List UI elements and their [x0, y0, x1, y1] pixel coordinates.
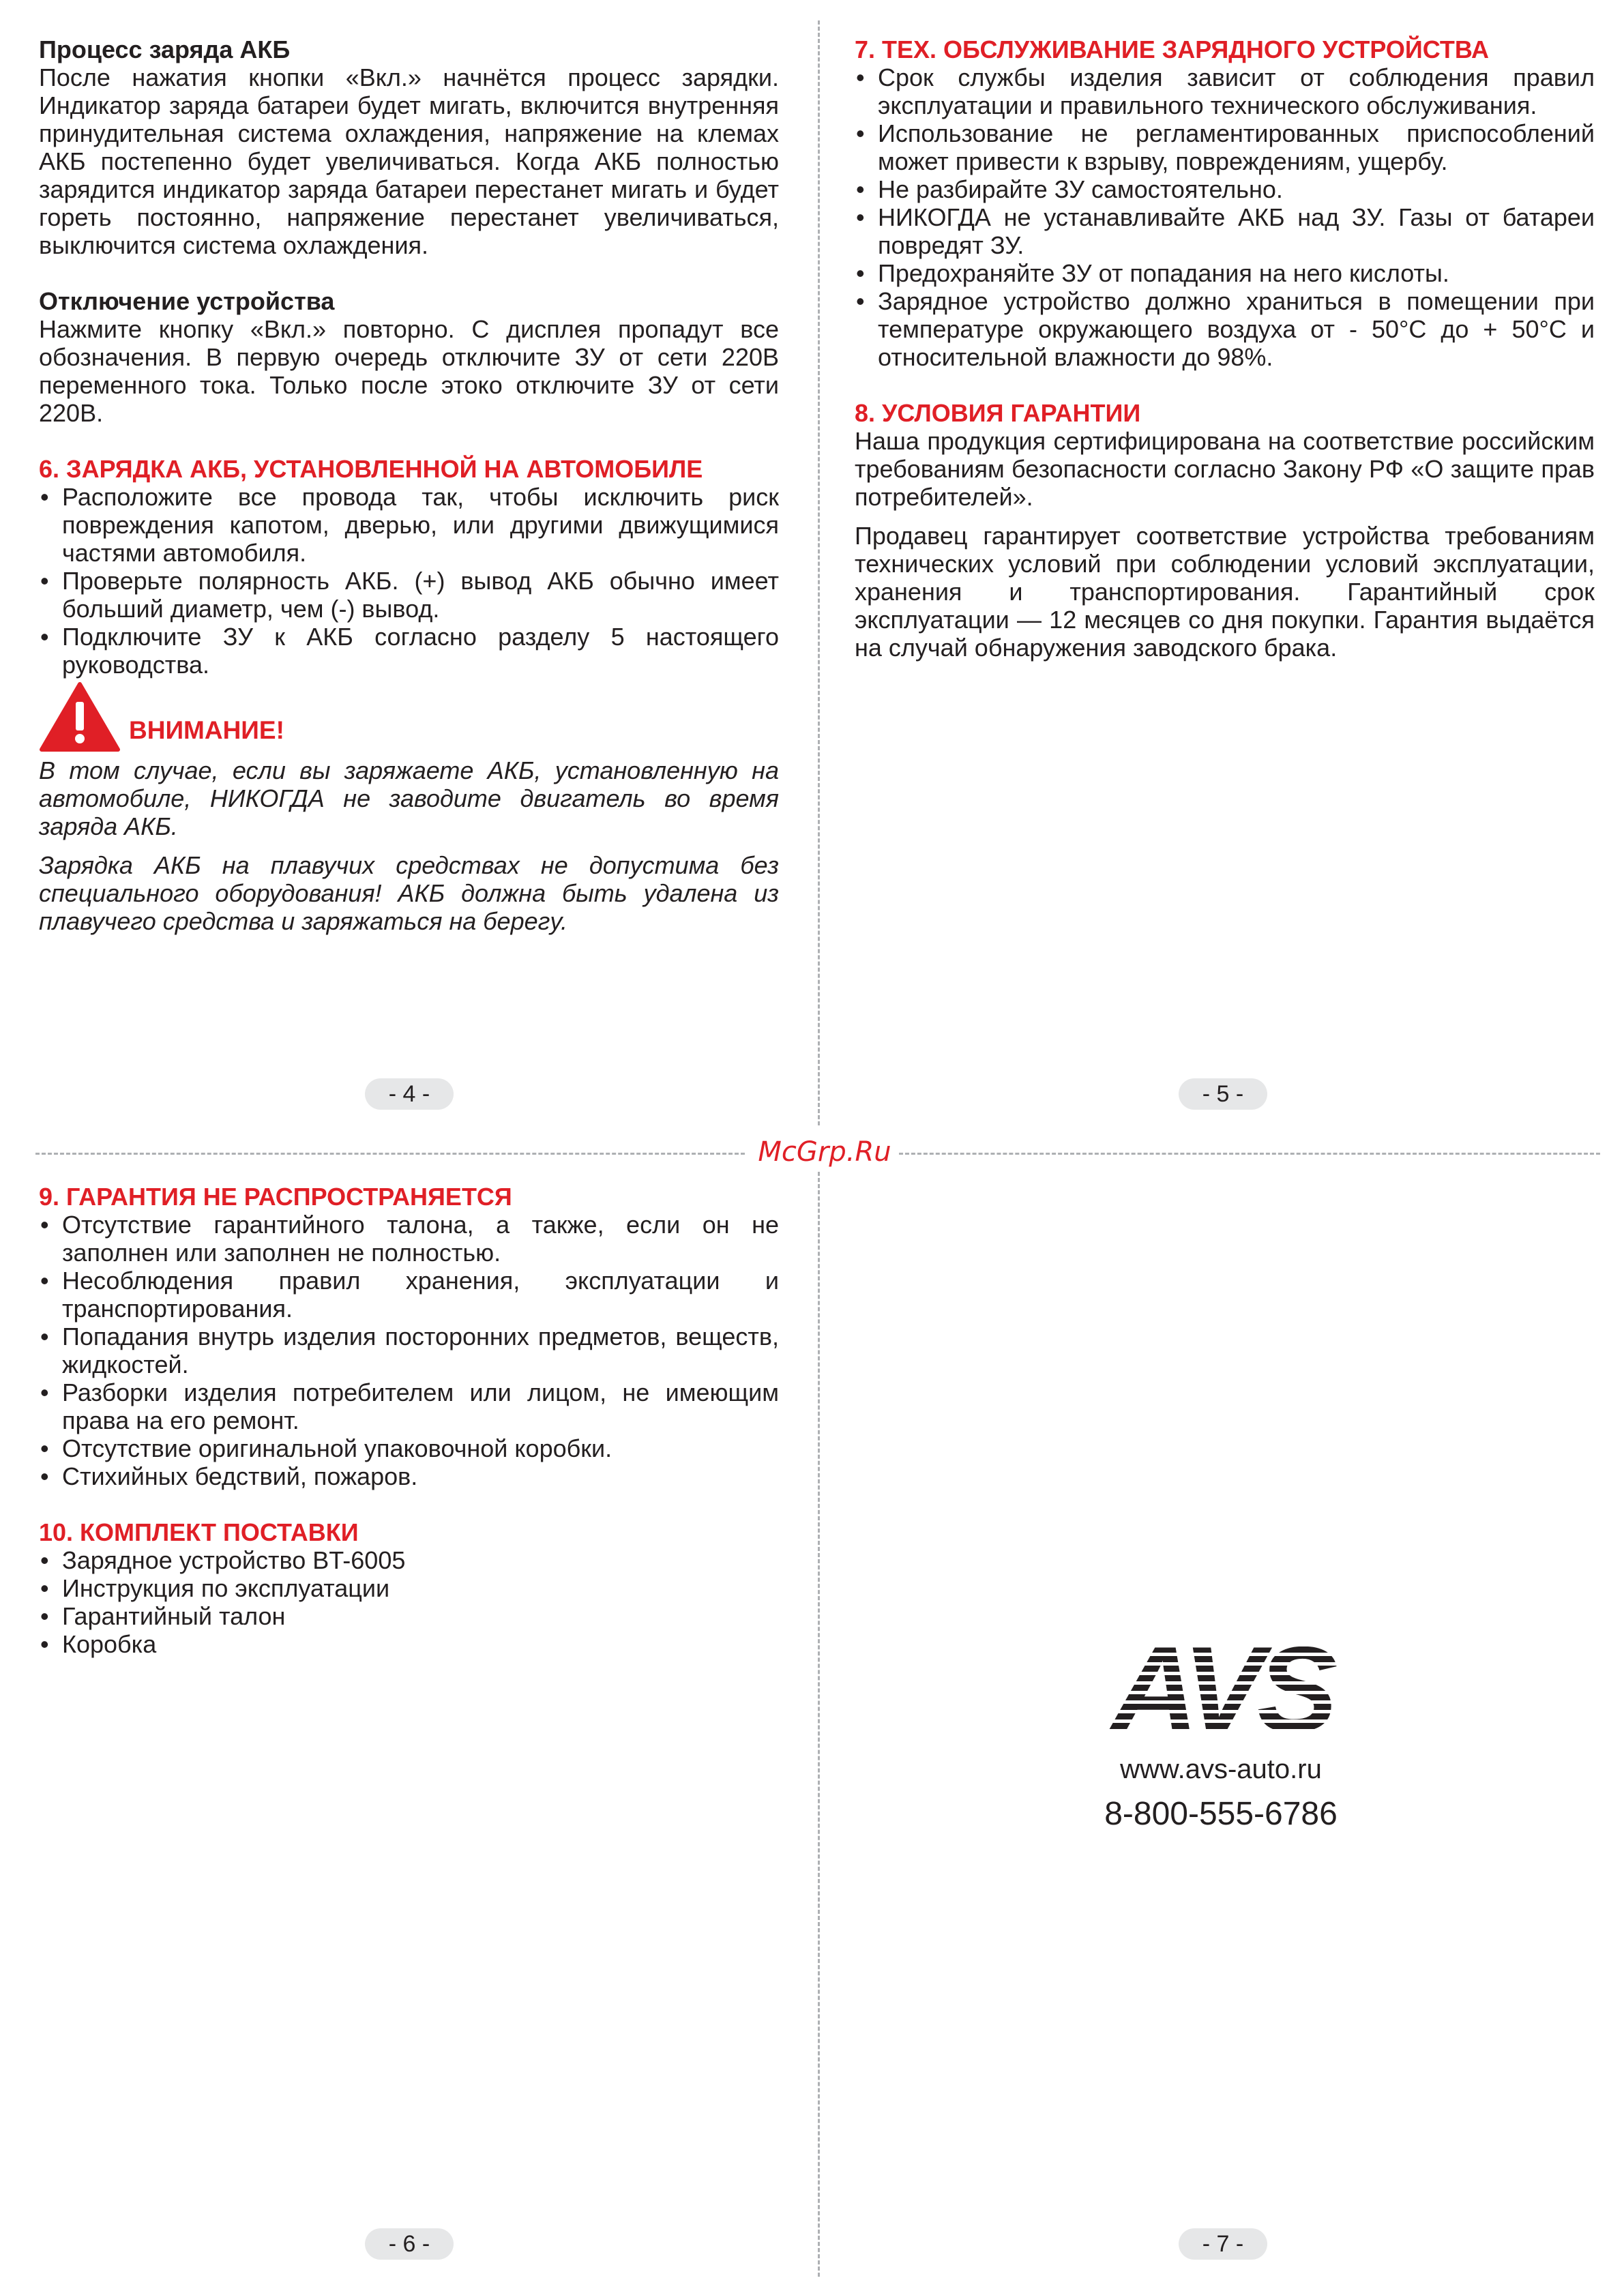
page-5 [855, 35, 1595, 662]
section-10-title: 10. КОМПЛЕКТ ПОСТАВКИ [39, 1518, 359, 1546]
page-number-7: - 7 - [1179, 2228, 1267, 2260]
list-item: • Срок службы изделия зависит от соблюдения правил эксплуатации и правильного технического обслуживания. [855, 63, 1595, 119]
page-number-6: - 6 - [365, 2228, 454, 2260]
vertical-divider-top [818, 20, 820, 1125]
list-item: • Зарядное устройство должно храниться в помещении при температуре окружающего воздуха от - 50°C до + 50°C и относительной влажности до 98%. [855, 287, 1595, 371]
warning-triangle-icon [39, 681, 121, 752]
charge-process-title: Процесс заряда АКБ [39, 35, 291, 63]
list-item: • Предохраняйте ЗУ от попадания на него кислоты. [855, 259, 1595, 287]
list-item: • Не разбирайте ЗУ самостоятельно. [855, 175, 1595, 203]
list-item: • Проверьте полярность АКБ. (+) вывод АКБ обычно имеет больший диаметр, чем (-) вывод. [39, 567, 779, 623]
list-item: • Отсутствие гарантийного талона, а также, если он не заполнен или заполнен не полностью. [39, 1211, 779, 1267]
section-8-text-2: Продавец гарантирует соответствие устройства требованиям технических условий при соблюдении условий эксплуатации, хранения и транспортирования. Гарантийный срок эксплуатации — 12 месяцев со дня покупки. Гарантия выдаётся на случай обнаружения заводского брака. [855, 522, 1595, 662]
device-off-title: Отключение устройства [39, 287, 335, 315]
avs-logo [1088, 1637, 1354, 1739]
section-6-list [39, 483, 779, 679]
warning-text-2: Зарядка АКБ на плавучих средствах не допустима без специального оборудования! АКБ должна быть удалена из плавучего средства и заряжаться на берегу. [39, 851, 779, 935]
page-4 [39, 35, 779, 935]
list-item: • Коробка [39, 1630, 779, 1658]
page-number-5: - 5 - [1179, 1078, 1267, 1110]
list-item: • Расположите все провода так, чтобы исключить риск повреждения капотом, дверью, или другими движущимися частями автомобиля. [39, 483, 779, 567]
charge-process-text: После нажатия кнопки «Вкл.» начнётся процесс зарядки. Индикатор заряда батареи будет мигать, включится внутренняя принудительная система охлаждения, напряжение на клемах АКБ постепенно будет увеличиваться. Когда АКБ полностью зарядится индикатор заряда батареи перестанет мигать и будет гореть постоянно, напряжение перестанет увеличиваться, выключится система охлаждения. [39, 63, 779, 259]
list-item: • Инструкция по эксплуатации [39, 1574, 779, 1602]
section-9-list [39, 1211, 779, 1490]
list-item: • Стихийных бедствий, пожаров. [39, 1462, 779, 1490]
list-item: • НИКОГДА не устанавливайте АКБ над ЗУ. Газы от батареи повредят ЗУ. [855, 203, 1595, 259]
section-7-title: 7. ТЕХ. ОБСЛУЖИВАНИЕ ЗАРЯДНОГО УСТРОЙСТВА [855, 35, 1490, 63]
phone-number: 8-800-555-6786 [1104, 1796, 1338, 1832]
list-item: • Использование не регламентированных приспособлений может привести к взрыву, повреждениям, ущербу. [855, 119, 1595, 175]
section-9-title: 9. ГАРАНТИЯ НЕ РАСПРОСТРАНЯЕТСЯ [39, 1183, 512, 1211]
website: www.avs-auto.ru [1120, 1754, 1322, 1784]
list-item: • Отсутствие оригинальной упаковочной коробки. [39, 1434, 779, 1462]
page-number-4: - 4 - [365, 1078, 454, 1110]
list-item: • Попадания внутрь изделия посторонних предметов, веществ, жидкостей. [39, 1323, 779, 1378]
section-10-list [39, 1546, 779, 1658]
list-item: • Гарантийный талон [39, 1602, 779, 1630]
warning-text-1: В том случае, если вы заряжаете АКБ, установленную на автомобиле, НИКОГДА не заводите двигатель во время заряда АКБ. [39, 756, 779, 840]
page-6 [39, 1183, 779, 1658]
list-item: • Подключите ЗУ к АКБ согласно разделу 5 настоящего руководства. [39, 623, 779, 679]
section-7-list [855, 63, 1595, 371]
device-off-text: Нажмите кнопку «Вкл.» повторно. С дисплея пропадут все обозначения. В первую очередь отключите ЗУ от сети 220В переменного тока. Только после этоко отключите ЗУ от сети 220В. [39, 315, 779, 427]
vertical-divider-bottom [818, 1172, 820, 2277]
watermark: McGrp.Ru [758, 1136, 891, 1168]
section-6-title: 6. ЗАРЯДКА АКБ, УСТАНОВЛЕННОЙ НА АВТОМОБИЛЕ [39, 455, 703, 483]
logo-text: AVS [1110, 1637, 1331, 1739]
list-item: • Несоблюдения правил хранения, эксплуатации и транспортирования. [39, 1267, 779, 1323]
section-8-title: 8. УСЛОВИЯ ГАРАНТИИ [855, 399, 1141, 427]
list-item: • Зарядное устройство BT-6005 [39, 1546, 779, 1574]
horizontal-divider-right [899, 1153, 1600, 1155]
warning-header [39, 681, 779, 752]
warning-title: ВНИМАНИЕ! [129, 716, 284, 744]
section-8-text-1: Наша продукция сертифицирована на соответствие российским требованиям безопасности согласно Закону РФ «О защите прав потребителей». [855, 427, 1595, 511]
horizontal-divider-left [35, 1153, 745, 1155]
list-item: • Разборки изделия потребителем или лицом, не имеющим права на его ремонт. [39, 1378, 779, 1434]
